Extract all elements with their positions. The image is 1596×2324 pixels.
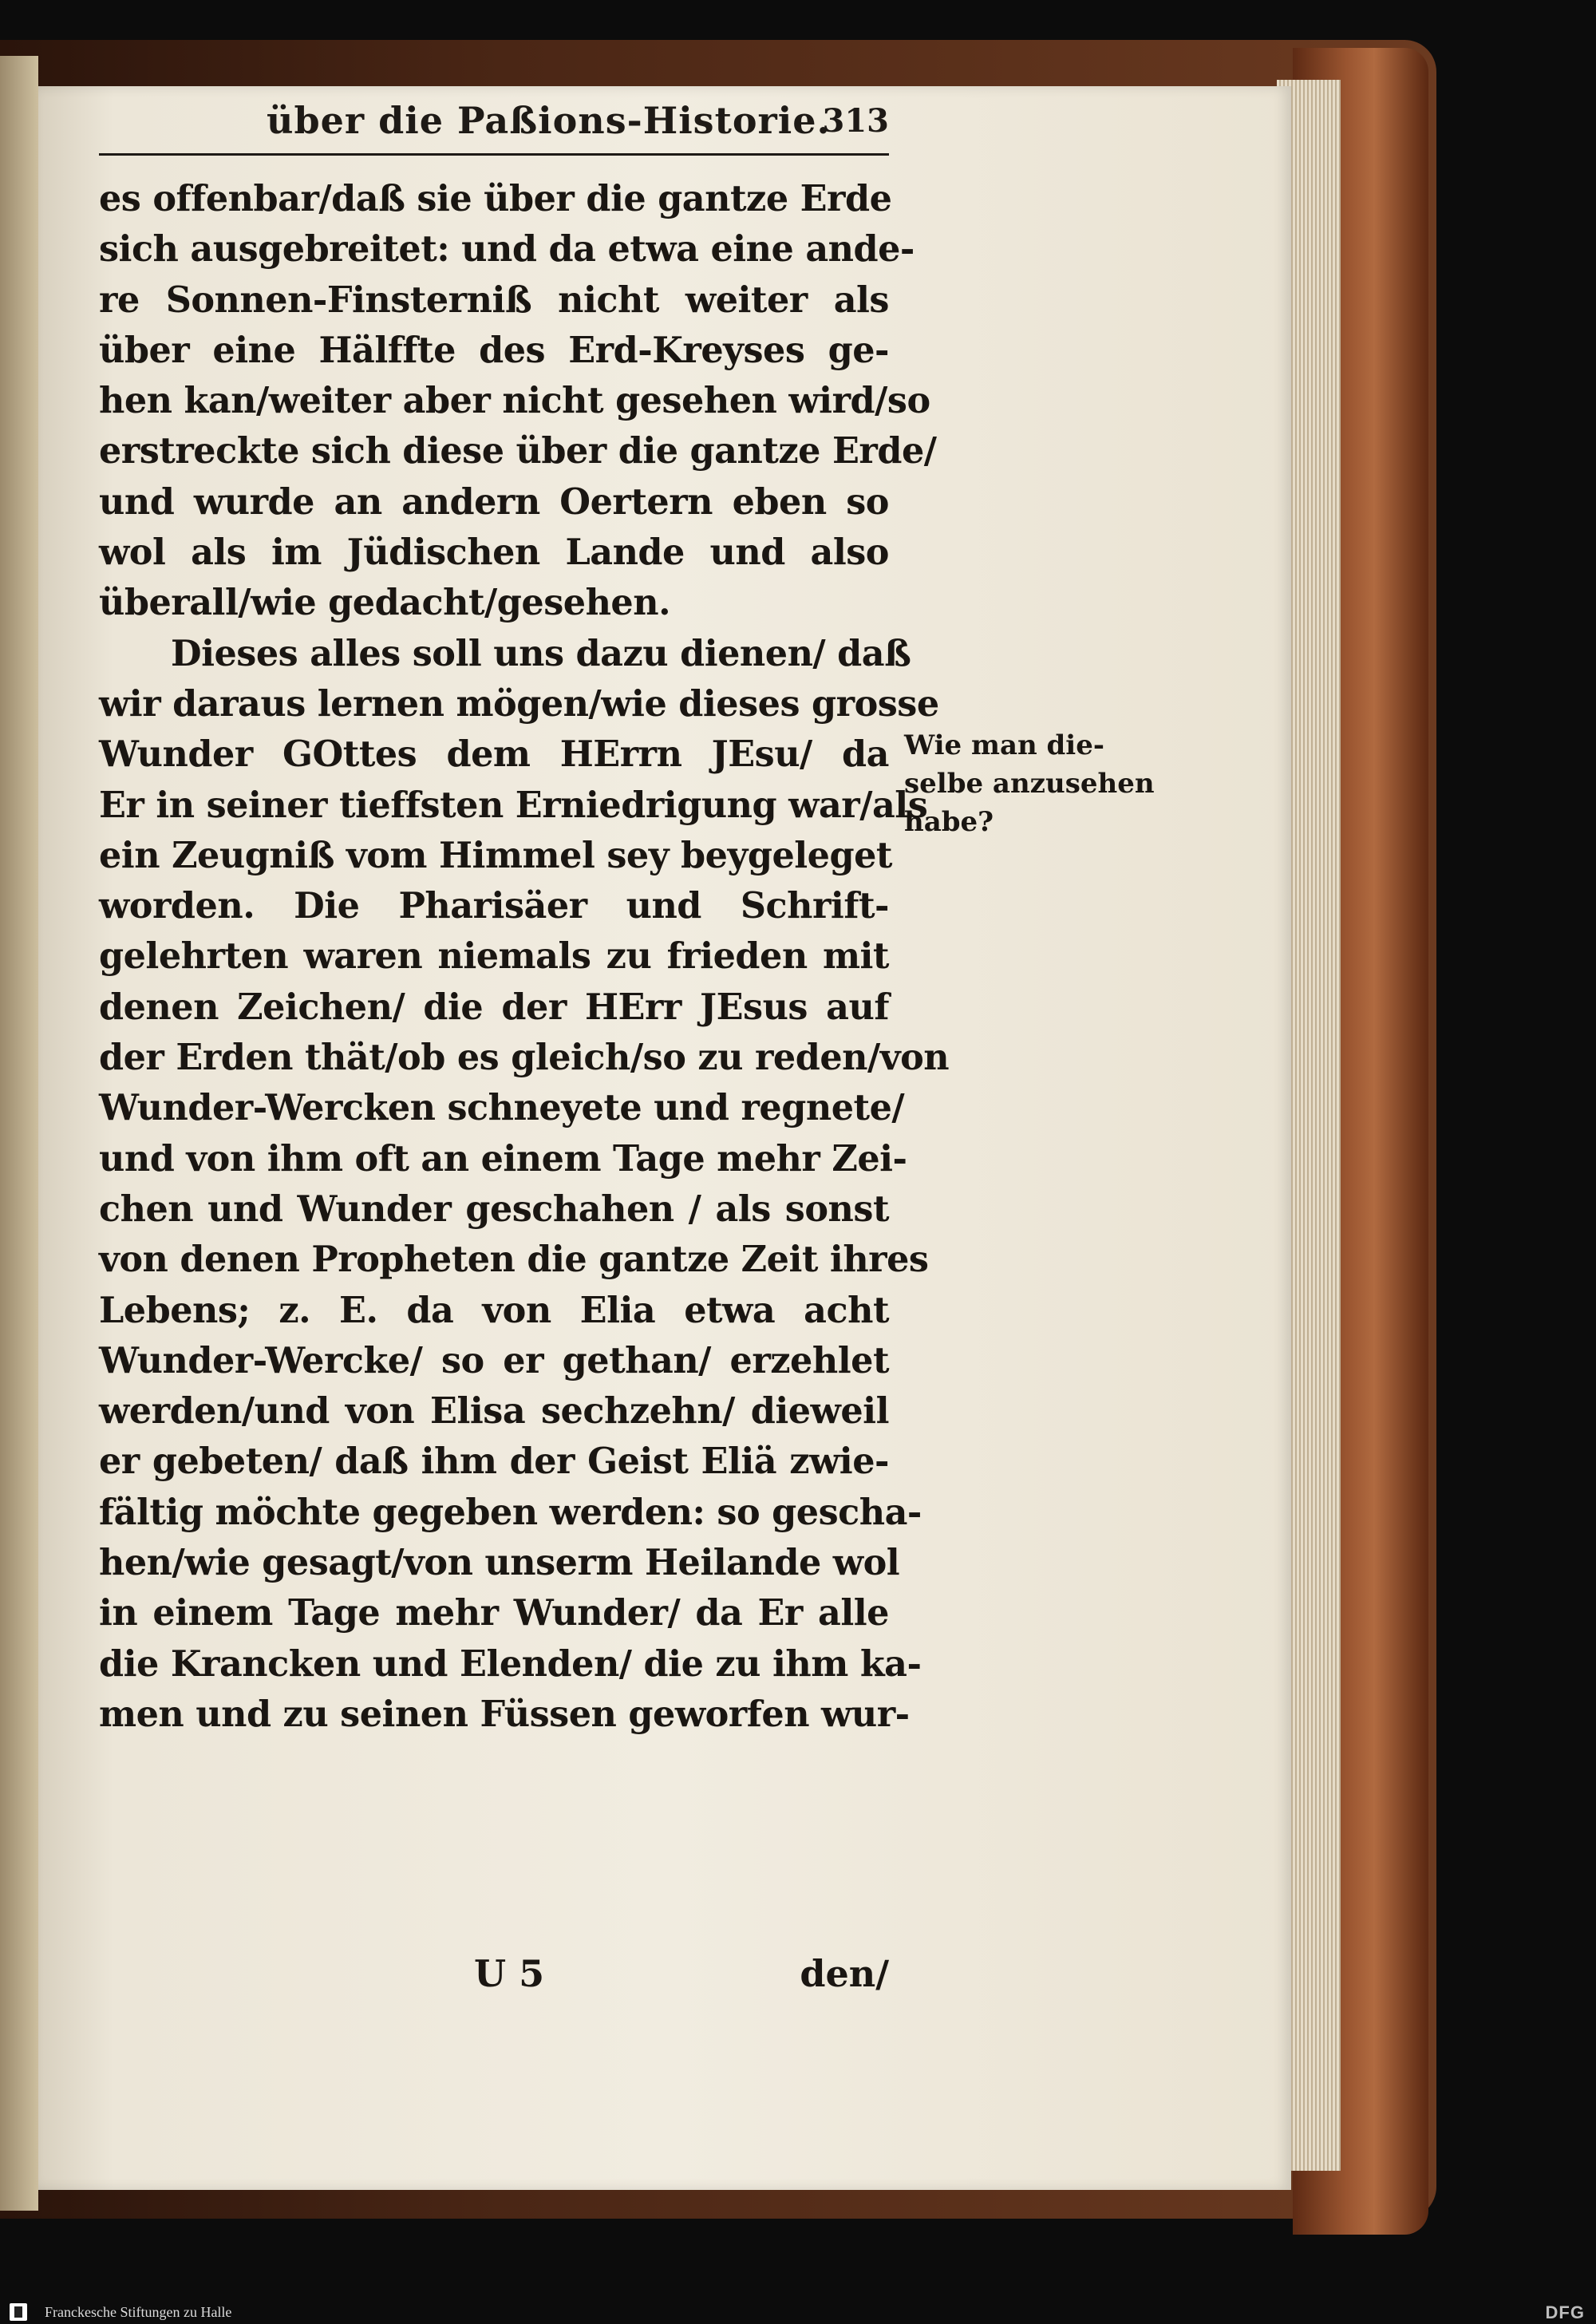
text-line: ein Zeugniß vom Himmel sey beygeleget: [99, 834, 892, 876]
marginal-note-line: selbe anzusehen: [904, 768, 1155, 800]
left-page-edge: [0, 56, 38, 2211]
text-line: Lebens; z. E. da von Elia etwa acht: [99, 1289, 889, 1331]
text-line: Wunder GOttes dem HErrn JEsu/ da: [99, 733, 889, 776]
text-line: worden. Die Pharisäer und Schrift-: [99, 885, 889, 927]
text-line: Dieses alles soll uns dazu dienen/ daß: [171, 632, 911, 674]
text-line: es offenbar/daß sie über die gantze Erde: [99, 178, 892, 219]
institution-logo-icon: [10, 2303, 27, 2321]
text-line: und wurde an andern Oertern eben so: [99, 480, 889, 523]
text-line: wol als im Jüdischen Lande und also: [99, 532, 889, 574]
text-line: men und zu seinen Füssen geworfen wur-: [99, 1693, 910, 1735]
text-line: in einem Tage mehr Wunder/ da Er alle: [99, 1592, 889, 1634]
text-line: Wunder-Wercke/ so er gethan/ erzehlet: [99, 1339, 889, 1381]
institution-name: Franckesche Stiftungen zu Halle: [45, 2304, 232, 2320]
text-line: über eine Hälffte des Erd-Kreyses ge-: [99, 329, 889, 371]
marginal-note: [904, 726, 1155, 841]
text-line: die Krancken und Elenden/ die zu ihm ka-: [99, 1642, 922, 1685]
text-line: chen und Wunder geschahen / als sonst: [99, 1188, 889, 1230]
running-title: über die Paßions-Historie.: [267, 99, 831, 142]
text-line: re Sonnen-Finsterniß nicht weiter als: [99, 279, 889, 321]
text-line: und von ihm oft an einem Tage mehr Zei-: [99, 1137, 907, 1180]
text-line: überall/wie gedacht/gesehen.: [99, 582, 671, 624]
text-line: hen/wie gesagt/von unserm Heilande wol: [99, 1542, 900, 1584]
catchword: den/: [800, 1952, 889, 1995]
text-line: wir daraus lernen mögen/wie dieses grosse: [99, 682, 939, 725]
text-line: gelehrten waren niemals zu frieden mit: [99, 935, 889, 978]
text-line: der Erden thät/ob es gleich/so zu reden/von: [99, 1037, 950, 1079]
text-line: Er in seiner tieffsten Erniedrigung war/als: [99, 784, 928, 826]
text-line: denen Zeichen/ die der HErr JEsus auf: [99, 986, 889, 1028]
text-line: erstreckte sich diese über die gantze Erde/: [99, 430, 937, 472]
footer-bar: [0, 2300, 1596, 2324]
page-header: [99, 97, 889, 156]
text-line: Wunder-Wercken schneyete und regnete/: [99, 1087, 905, 1129]
page-number: 313: [822, 102, 889, 140]
text-line: er gebeten/ daß ihm der Geist Eliä zwie-: [99, 1441, 889, 1483]
text-line: werden/und von Elisa sechzehn/ dieweil: [99, 1390, 889, 1433]
dfg-logo: DFG: [1545, 2302, 1585, 2322]
text-line: fältig möchte gegeben werden: so gescha-: [99, 1491, 922, 1533]
signature-line: [99, 1952, 889, 2005]
marginal-note-line: habe?: [904, 806, 994, 838]
signature-mark: U 5: [474, 1952, 545, 1995]
text-line: hen kan/weiter aber nicht gesehen wird/so: [99, 380, 930, 422]
text-line: sich ausgebreitet: und da etwa eine ande-: [99, 228, 915, 271]
marginal-note-line: Wie man die-: [904, 729, 1104, 761]
text-line: von denen Propheten die gantze Zeit ihres: [99, 1239, 929, 1281]
